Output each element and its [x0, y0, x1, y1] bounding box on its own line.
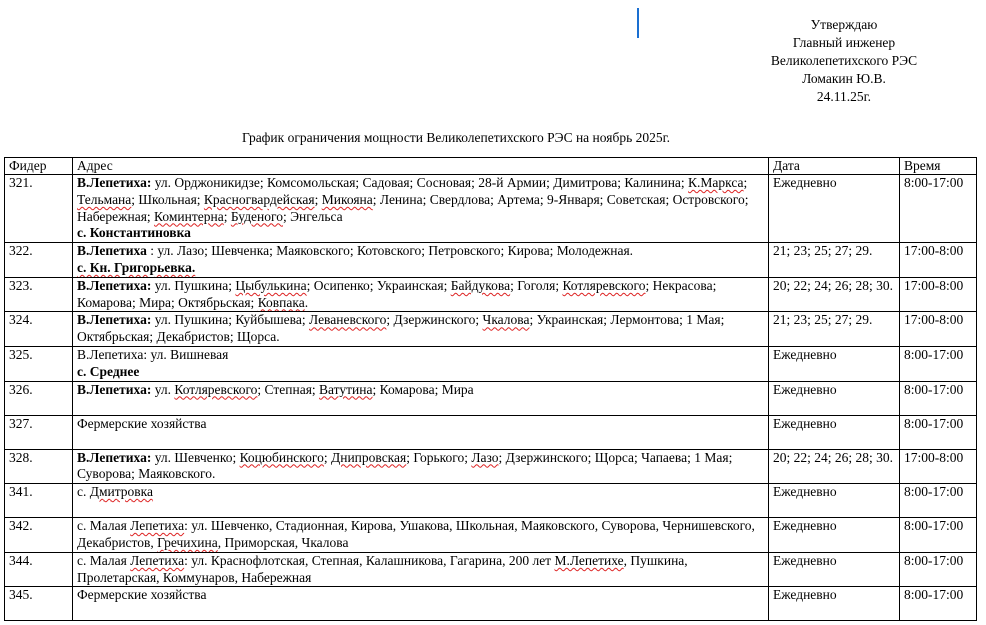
date-cell: Ежедневно: [769, 484, 900, 518]
header-date: Дата: [769, 158, 900, 175]
feeder-cell: 327.: [5, 415, 73, 449]
header-address: Адрес: [73, 158, 769, 175]
feeder-cell: 326.: [5, 381, 73, 415]
text-cursor: [637, 8, 639, 38]
date-cell: Ежедневно: [769, 587, 900, 621]
address-cell: с. Малая Лепетиха: ул. Шевченко, Стадионная, Кирова, Ушакова, Школьная, Маяковского, Суворова, Чернишевского, Декабристов, Гречихина, Приморская, Чкалова: [73, 518, 769, 553]
header-time: Время: [900, 158, 977, 175]
time-cell: 8:00-17:00: [900, 587, 977, 621]
approval-block: [700, 16, 986, 106]
schedule-table: [4, 157, 977, 621]
date-cell: 21; 23; 25; 27; 29.: [769, 243, 900, 278]
time-cell: 8:00-17:00: [900, 346, 977, 381]
address-cell: Фермерские хозяйства: [73, 415, 769, 449]
time-cell: 17:00-8:00: [900, 243, 977, 278]
feeder-cell: 328.: [5, 449, 73, 484]
table-row: [5, 312, 977, 347]
address-cell: В.Лепетиха: ул. Шевченко; Коцюбинского; Днипровская; Горького; Лазо; Дзержинского; Щорса; Чапаева; 1 Мая; Суворова; Маяковского.: [73, 449, 769, 484]
date-cell: Ежедневно: [769, 381, 900, 415]
date-cell: 20; 22; 24; 26; 28; 30.: [769, 277, 900, 312]
time-cell: 17:00-8:00: [900, 449, 977, 484]
feeder-cell: 323.: [5, 277, 73, 312]
header-feeder: Фидер: [5, 158, 73, 175]
address-cell: В.Лепетиха : ул. Лазо; Шевченка; Маяковского; Котовского; Петровского; Кирова; Молодежная. с. Кн. Григорьевка.: [73, 243, 769, 278]
time-cell: 8:00-17:00: [900, 484, 977, 518]
table-row: [5, 175, 977, 243]
date-cell: Ежедневно: [769, 346, 900, 381]
time-cell: 8:00-17:00: [900, 518, 977, 553]
approval-organization: Великолепетихского РЭС: [770, 53, 918, 68]
address-cell: В.Лепетиха: ул. Котляревского; Степная; Ватутина; Комарова; Мира: [73, 381, 769, 415]
table-row: [5, 518, 977, 553]
time-cell: 8:00-17:00: [900, 415, 977, 449]
address-cell: с. Дмитровка: [73, 484, 769, 518]
address-cell: В.Лепетиха: ул. Пушкина; Цыбулькина; Осипенко; Украинская; Байдукова; Гоголя; Котляревского; Некрасова; Комарова; Мира; Октябрьская; Ковпака.: [73, 277, 769, 312]
table-row: [5, 277, 977, 312]
address-cell: В.Лепетиха: ул. Пушкина; Куйбышева; Леваневского; Дзержинского; Чкалова; Украинская; Лермонтова; 1 Мая; Октябрьская; Декабристов; Щорса.: [73, 312, 769, 347]
feeder-cell: 345.: [5, 587, 73, 621]
approval-signatory: Ломакин Ю.В.: [802, 71, 886, 86]
time-cell: 8:00-17:00: [900, 175, 977, 243]
table-row: [5, 449, 977, 484]
table-row: [5, 243, 977, 278]
table-row: [5, 415, 977, 449]
approval-date: 24.11.25г.: [816, 89, 872, 104]
date-cell: 21; 23; 25; 27; 29.: [769, 312, 900, 347]
feeder-cell: 322.: [5, 243, 73, 278]
time-cell: 17:00-8:00: [900, 312, 977, 347]
date-cell: Ежедневно: [769, 415, 900, 449]
feeder-cell: 344.: [5, 552, 73, 587]
feeder-cell: 341.: [5, 484, 73, 518]
date-cell: Ежедневно: [769, 552, 900, 587]
date-cell: Ежедневно: [769, 518, 900, 553]
table-row: [5, 552, 977, 587]
address-cell: В.Лепетиха: ул. Орджоникидзе; Комсомольская; Садовая; Сосновая; 28-й Армии; Димитрова; Калинина; К.Маркса; Тельмана; Школьная; Красногвардейская; Микояна; Ленина; Свердлова; Артема; 9-Января; Советская; Островского; Набережная; Коминтерна; Буденого; Энгельса с. Константиновка: [73, 175, 769, 243]
approval-line: Утверждаю: [810, 17, 878, 32]
time-cell: 17:00-8:00: [900, 277, 977, 312]
feeder-cell: 321.: [5, 175, 73, 243]
address-cell: В.Лепетиха: ул. Вишневая с. Среднее: [73, 346, 769, 381]
document-title: График ограничения мощности Великолепетихского РЭС на ноябрь 2025г.: [241, 130, 671, 145]
table-row: [5, 484, 977, 518]
feeder-cell: 325.: [5, 346, 73, 381]
table-row: [5, 381, 977, 415]
date-cell: Ежедневно: [769, 175, 900, 243]
feeder-cell: 324.: [5, 312, 73, 347]
address-cell: Фермерские хозяйства: [73, 587, 769, 621]
table-row: [5, 346, 977, 381]
time-cell: 8:00-17:00: [900, 552, 977, 587]
time-cell: 8:00-17:00: [900, 381, 977, 415]
date-cell: 20; 22; 24; 26; 28; 30.: [769, 449, 900, 484]
approval-position: Главный инженер: [792, 35, 896, 50]
table-header-row: [5, 158, 977, 175]
table-row: [5, 587, 977, 621]
feeder-cell: 342.: [5, 518, 73, 553]
address-cell: с. Малая Лепетиха: ул. Краснофлотская, Степная, Калашникова, Гагарина, 200 лет М.Лепетихе, Пушкина, Пролетарская, Коммунаров, Набережная: [73, 552, 769, 587]
